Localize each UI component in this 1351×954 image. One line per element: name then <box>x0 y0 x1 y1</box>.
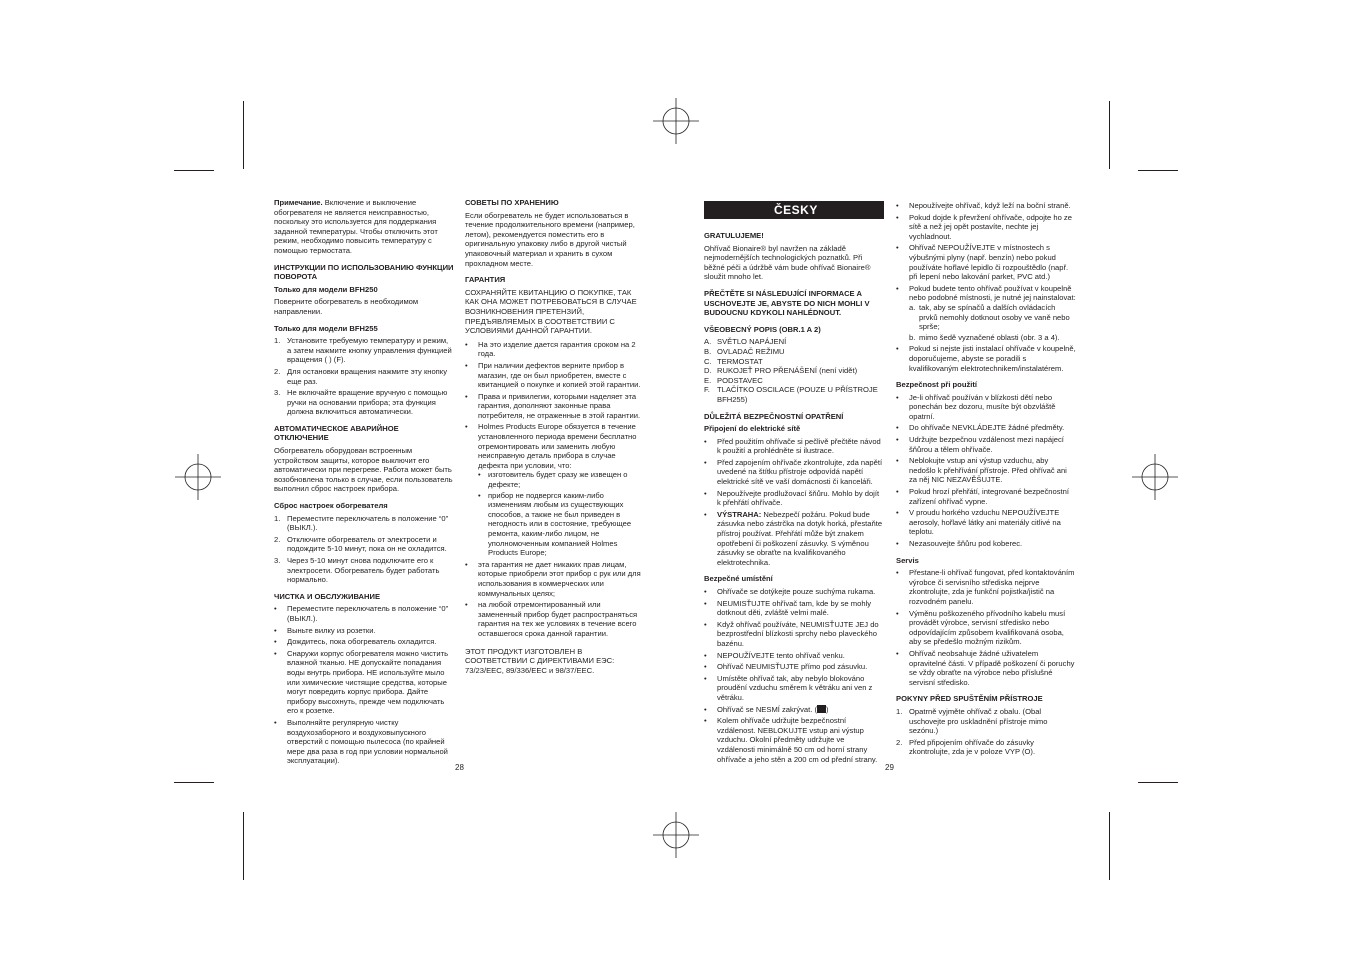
before-start-list <box>896 707 1076 757</box>
list-item: • Выполняйте регулярную чистку воздухозаборного и воздуховыпускного отверстий с помощью пылесоса (по крайней мере два раза в год при условии нормальной эксплуатации). <box>274 717 448 766</box>
list-item: • Nepoužívejte ohřívač, když leží na boční straně. <box>896 201 1071 210</box>
list-item: 1. Opatrně vyjměte ohřívač z obalu. (Obal uschovejte pro uskladnění přístroje mimo sezónu.) <box>896 706 1048 736</box>
connection-label: Připojení do elektrické sítě <box>704 424 801 434</box>
list-item: 2. Před připojením ohřívače do zásuvky zkontrolujte, zda je v poloze VYP (O). <box>896 737 1036 757</box>
list-item: 2. Для остановки вращения нажмите эту кнопку еще раз. <box>274 366 447 386</box>
auto-shutoff-text: Обогреватель оборудован встроенным устройством защиты, которое выключит его автоматически при перегреве. Работа может быть возобновлена только в случае, если пользователь выполнил сброс настроек прибора. <box>274 446 453 494</box>
description-list <box>704 337 884 404</box>
list-item: • NEPOUŽÍVEJTE tento ohřívač venku. <box>704 650 845 660</box>
crop-mark <box>243 101 244 169</box>
crop-mark <box>1109 812 1110 880</box>
congrats-heading: GRATULUJEME! <box>704 231 764 240</box>
list-item: • Když ohřívač používáte, NEUMISŤUJTE JEJ do bezprostřední blízkosti sprchy nebo plaveckého bazénu. <box>704 619 879 648</box>
reset-list <box>274 514 454 585</box>
list-item: • изготовитель будет сразу же извещен о дефекте; <box>478 470 628 490</box>
list-item: • Neblokujte vstup ani výstup vzduchu, aby nedošlo k přehřívání přístroje. Před ohřívač ani za něj NIC NEZAVĚŠUJTE. <box>896 456 1067 485</box>
before-start-heading: POKYNY PŘED SPUŠTĚNÍM PŘÍSTROJE <box>896 694 1043 704</box>
list-item: • прибор не подвергся каким-либо изменениям любым из существующих способов, а также не был приведен в негодность или в состояние, требующее ремонта, каким-либо лицом, не уполномоченным компанией Holmes Products Europe; <box>478 490 632 558</box>
list-item: • Před použitím ohřívače si pečlivě přečtěte návod k použití a prohlédněte si ilustrace. <box>704 436 881 456</box>
list-item: • Pokud si nejste jisti instalací ohřívače v koupelně, doporučujeme, abyste se poradili s kvalifikovaným elektrotechnikem/instalatérem. <box>896 344 1076 373</box>
connection-list <box>704 437 884 568</box>
list-item: A. SVĚTLO NAPÁJENÍ <box>704 337 787 347</box>
list-item: • Nezasouvejte šňůru pod koberec. <box>896 539 1023 548</box>
list-item: • Pokud dojde k převržení ohřívače, odpojte ho ze sítě a než jej opět postavíte, nechte jej vychladnout. <box>896 212 1072 241</box>
warranty-caps: СОХРАНЯЙТЕ КВИТАНЦИЮ О ПОКУПКЕ, ТАК КАК ОНА МОЖЕТ ПОТРЕБОВАТЬСЯ В СЛУЧАЕ ВОЗНИКНОВЕНИЯ ПРЕТЕНЗИЙ, ПРЕДЪЯВЛЯЕМЫХ В СООТВЕТСТВИИ С УСЛОВИЯМИ ДАННОЙ ГАРАНТИИ. <box>465 287 637 336</box>
rotation-heading: ИНСТРУКЦИИ ПО ИСПОЛЬЗОВАНИЮ ФУНКЦИИ ПОВОРОТА <box>274 262 454 282</box>
list-item: E. PODSTAVEC <box>704 375 763 385</box>
list-item: F. TLAČÍTKO OSCILACE (POUZE U PŘÍSTROJE BFH255) <box>704 385 878 404</box>
list-item: 3. Не включайте вращение вручную с помощью ручки на основании прибора; эта функция должна включиться автоматически. <box>274 388 448 417</box>
use-safety-list <box>896 393 1076 549</box>
do-not-cover-icon <box>817 705 826 713</box>
list-item: 3. Через 5-10 минут снова подключите его к электросети. Обогреватель будет работать нормально. <box>274 556 440 585</box>
list-item: • Nepoužívejte prodlužovací šňůru. Mohlo by dojít k přehřátí ohřívače. <box>704 488 880 508</box>
crop-mark <box>1138 170 1178 171</box>
list-item: C. TERMOSTAT <box>704 356 763 366</box>
list-item: • Дождитесь, пока обогреватель охладится. <box>274 637 437 647</box>
list-item: • на любой отремонтированный или замененный прибор будет распространяться гарантия на тех же условиях в течение всего оставшегося срока данной гарантии. <box>465 600 638 638</box>
list-item: • На это изделие дается гарантия сроком на 2 года. <box>465 339 636 359</box>
list-item: • Ohřívače se dotýkejte pouze suchýma rukama. <box>704 587 876 596</box>
auto-shutoff-heading: АВТОМАТИЧЕСКОЕ АВАРИЙНОЕ ОТКЛЮЧЕНИЕ <box>274 423 399 443</box>
list-item: • Ohřívač NEUMISŤUJTE přímo pod zásuvku. <box>704 662 868 672</box>
language-banner: ČESKY <box>704 201 884 219</box>
storage-heading: СОВЕТЫ ПО ХРАНЕНИЮ <box>465 198 559 207</box>
warranty-heading: ГАРАНТИЯ <box>465 275 506 285</box>
column-3 <box>704 201 884 768</box>
registration-mark-top <box>653 98 699 144</box>
list-item: • Права и привилегии, которыми наделяет эта гарантия, дополняют законные права потребителя, не отраженные в этой гарантии. <box>465 391 641 420</box>
column-4 <box>896 201 1076 761</box>
crop-mark <box>174 170 214 171</box>
column-2 <box>465 198 645 679</box>
crop-mark <box>243 812 244 880</box>
registration-mark-right <box>1132 454 1178 500</box>
cleaning-list <box>274 604 454 766</box>
model2-label: Только для модели BFH255 <box>274 323 378 333</box>
list-item: b. mimo šedě vyznačené oblasti (obr. 3 a 4). <box>909 332 1060 342</box>
list-item: • NEUMISŤUJTE ohřívač tam, kde by se mohly dotknout děti, zvláště velmi malé. <box>704 598 872 618</box>
list-item: • При наличии дефектов верните прибор в магазин, где он был приобретен, вместе с квитанцией о покупке и копией этой гарантии. <box>465 360 641 390</box>
list-item: • Ohřívač se NESMÍ zakrývat. ( ) <box>704 704 829 714</box>
cleaning-heading: ЧИСТКА И ОБСЛУЖИВАНИЕ <box>274 591 381 601</box>
list-item: • VÝSTRAHA: Nebezpečí požáru. Pokud bude zásuvka nebo zástrčka na dotyk horká, přestaňte přístroj používat. Přehřátí může být znakem opotřebení či poškození zásuvky. S výměnou zásuvky se obraťte na kvalifikovaného elektrotechnika. <box>704 509 883 567</box>
column-1 <box>274 198 454 770</box>
list-item: • Pokud hrozí přehřátí, integrované bezpečnostní zařízení ohřívač vypne. <box>896 487 1069 506</box>
safety-heading: DŮLEŽITÁ BEZPEČNOSTNÍ OPATŘENÍ <box>704 411 844 421</box>
description-heading: VŠEOBECNÝ POPIS (OBR.1 A 2) <box>704 324 821 334</box>
list-item: D. RUKOJEŤ PRO PŘENÁŠENÍ (není vidět) <box>704 366 858 376</box>
list-item: • Выньте вилку из розетки. <box>274 625 376 635</box>
registration-mark-bottom <box>653 812 699 858</box>
list-item: • Udržujte bezpečnou vzdálenost mezi napájecí šňůrou a tělem ohřívače. <box>896 435 1064 454</box>
placement-label: Bezpečné umístění <box>704 574 773 584</box>
list-item: • Přestane-li ohřívač fungovat, před kontaktováním výrobce či servisního střediska nejprve zkontrolujte, zda je funkční pojistka/jistič na rozvodném panelu. <box>896 568 1075 606</box>
list-item: • Ohřívač NEPOUŽÍVEJTE v místnostech s výbušnými plyny (např. benzín) nebo pokud používáte hořlavé lepidlo či rozpouštědlo (např. při lepení nebo lakování parket, PVC atd.) <box>896 243 1069 282</box>
model2-list <box>274 336 454 417</box>
warranty-list <box>465 340 645 639</box>
placement-list <box>704 587 884 764</box>
page-number-right: 29 <box>885 763 894 772</box>
storage-text: Если обогреватель не будет использоваться в течение продолжительного времени (например, летом), рекомендуется поместить его в оригинальную упаковку либо в другой чистый упаковочный материал и хранить в сухом прохладном месте. <box>465 210 635 268</box>
directive-text: ЭТОТ ПРОДУКТ ИЗГОТОВЛЕН В СООТВЕТСТВИИ С ДИРЕКТИВАМИ ЕЭС: 73/23/EEC, 89/336/EEC и 98/37/EEC. <box>465 646 615 675</box>
list-item: • Снаружи корпус обогревателя можно чистить влажной тканью. НЕ допускайте попадания воды внутрь прибора. НЕ используйте мыло или химические чистящие средства, которые могут повредить корпус прибора. Дайте прибору высохнуть, прежде чем подключать его к розетке. <box>274 648 449 716</box>
crop-mark <box>1109 101 1110 169</box>
warranty-sublist <box>478 470 645 557</box>
list-item: • Před zapojením ohřívače zkontrolujte, zda napětí uvedené na štítku přístroje odpovídá napětí elektrické sítě ve vaší domácnosti či kanceláři. <box>704 457 883 487</box>
list-item: • Umístěte ohřívač tak, aby nebylo blokováno proudění vzduchu směrem k větráku ani ven z větráku. <box>704 673 873 702</box>
list-item: • Do ohřívače NEVKLÁDEJTE žádné předměty. <box>896 423 1065 433</box>
model1-text: Поверните обогреватель в необходимом направлении. <box>274 297 419 316</box>
list-item: • Holmes Products Europe обязуется в течение установленного периода времени бесплатно отремонтировать или заменить любую неисправную деталь прибора в случае дефекта при условии, что: • изготовитель будет сразу же извещен о дефекте; • прибор не подвергся каким-либо изменениям любым из существующих способов, а также не был приведен в негодность или в состояние, требующее ремонта, каким-либо лицом, не уполномоченным компанией Holmes Products Europe; <box>465 422 645 557</box>
use-safety-label: Bezpečnost při použití <box>896 380 978 390</box>
service-label: Servis <box>896 555 919 565</box>
list-item: a. tak, aby se spínačů a dalších ovládacích prvků nemohly dotknout osoby ve vaně nebo sprše; <box>909 302 1070 332</box>
list-item: • V proudu horkého vzduchu NEPOUŽÍVEJTE aerosoly, hořlavé látky ani materiály citlivé na teplotu. <box>896 508 1061 537</box>
page-number-left: 28 <box>455 763 464 772</box>
crop-mark <box>1138 782 1178 783</box>
model1-label: Только для модели BFH250 <box>274 284 378 294</box>
service-list <box>896 568 1076 687</box>
list-item: • Je-li ohřívač používán v blízkosti dětí nebo ponechán bez dozoru, musíte být obzvláště opatrní. <box>896 392 1056 421</box>
read-heading: PŘEČTĚTE SI NÁSLEDUJÍCÍ INFORMACE A USCHOVEJTE JE, ABYSTE DO NICH MOHLI V BUDOUCNU KDYKOLI NAHLÉDNOUT. <box>704 288 870 318</box>
install-sublist <box>909 303 1076 342</box>
list-item: • Ohřívač neobsahuje žádné uživatelem opravitelné části. V případě poškození či poruchy se vždy obraťte na výrobce nebo příslušné servisní středisko. <box>896 648 1075 687</box>
list-item: B. OVLADAČ REŽIMU <box>704 346 785 356</box>
list-item: • Переместите переключатель в положение “0” (ВЫКЛ.). <box>274 604 449 623</box>
placement-list-continued <box>896 201 1076 373</box>
note-paragraph: Примечание. Включение и выключение обогревателя не является неисправностью, поскольку это используется для поддержания заданной температуры. Чтобы отключить этот режим, необходимо повысить температуру с помощью термостата. <box>274 198 438 255</box>
list-item: 1. Установите требуемую температуру и режим, а затем нажмите кнопку управления функцией вращения ( ) (F). <box>274 336 452 365</box>
crop-mark <box>174 782 214 783</box>
congrats-text: Ohřívač Bionaire® byl navržen na základě nejmodernějších technologických poznatků. Při běžné péči a údržbě vám bude ohřívač Bionaire® sloužit mnoho let. <box>704 243 871 282</box>
list-item: • Pokud budete tento ohřívač používat v koupelně nebo podobné místnosti, je nutné jej nainstalovat: a. tak, aby se spínačů a dalších ovládacích prvků nemohly dotknout osoby ve vaně nebo sprše; b. mimo šedě vyznačené oblasti (obr. 3 a 4). <box>896 283 1076 342</box>
registration-mark-left <box>175 454 221 500</box>
list-item: • Výměnu poškozeného přívodního kabelu musí provádět výrobce, servisní středisko nebo odpovídajícím způsobem kvalifikovaná osoba, aby se předešlo možným rizikům. <box>896 608 1066 647</box>
reset-label: Сброс настроек обогревателя <box>274 501 388 511</box>
list-item: 1. Переместите переключатель в положение “0” (ВЫКЛ.). <box>274 513 449 533</box>
list-item: • Kolem ohřívače udržujte bezpečnostní vzdálenost. NEBLOKUJTE vstup ani výstup vzduchu. Okolní předměty udržujte ve vzdálenosti minimálně 50 cm od horní strany ohřívače a jeho stěn a 200 cm od přední strany. <box>704 716 878 764</box>
list-item: 2. Отключите обогреватель от электросети и подождите 5-10 минут, пока он не охладится. <box>274 534 447 554</box>
list-item: • эта гарантия не дает никаких прав лицам, которые приобрели этот прибор с рук или для использования в коммерческих или коммунальных целях; <box>465 559 641 598</box>
